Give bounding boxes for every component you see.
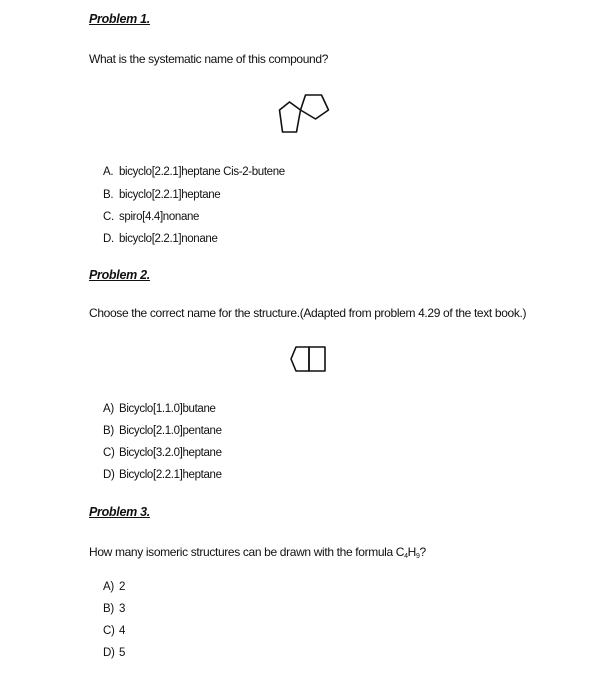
problem-3-question: How many isomeric structures can be drawn with the formula $C_4H_9$? <box>89 545 426 560</box>
left-ring <box>280 102 301 132</box>
square-ring <box>309 347 325 371</box>
problem-2-option-d[interactable]: D) Bicyclo[2.2.1]heptane <box>103 469 222 481</box>
problem-1-option-c[interactable]: C. spiro[4.4]nonane <box>103 211 200 223</box>
problem-1-question: What is the systematic name of this compound? <box>89 52 329 66</box>
right-ring <box>301 95 329 119</box>
problem-3-heading: Problem 3. <box>89 505 150 519</box>
problem-2-heading: Problem 2. <box>89 268 150 282</box>
problem-1-option-d[interactable]: D. bicyclo[2.2.1]nonane <box>103 233 218 245</box>
pentagon-ring <box>291 347 309 371</box>
spiro-compound-structure <box>278 88 338 140</box>
problem-3-option-a[interactable]: A) 2 <box>103 581 126 593</box>
problem-2-option-c[interactable]: C) Bicyclo[3.2.0]heptane <box>103 447 222 459</box>
problem-2-option-b[interactable]: B) Bicyclo[2.1.0]pentane <box>103 425 222 437</box>
problem-3-option-c[interactable]: C) 4 <box>103 625 126 637</box>
problem-2-question: Choose the correct name for the structure.(Adapted from problem 4.29 of the text book.) <box>89 306 527 320</box>
problem-3-option-b[interactable]: B) 3 <box>103 603 126 615</box>
bicyclic-compound-structure <box>289 343 335 377</box>
problem-1-heading: Problem 1. <box>89 12 150 26</box>
problem-2-option-a[interactable]: A) Bicyclo[1.1.0]butane <box>103 403 216 415</box>
problem-1-option-b[interactable]: B. bicyclo[2.2.1]heptane <box>103 189 221 201</box>
problem-3-option-d[interactable]: D) 5 <box>103 647 126 659</box>
problem-1-option-a[interactable]: A. bicyclo[2.2.1]heptane Cis-2-butene <box>103 166 285 178</box>
